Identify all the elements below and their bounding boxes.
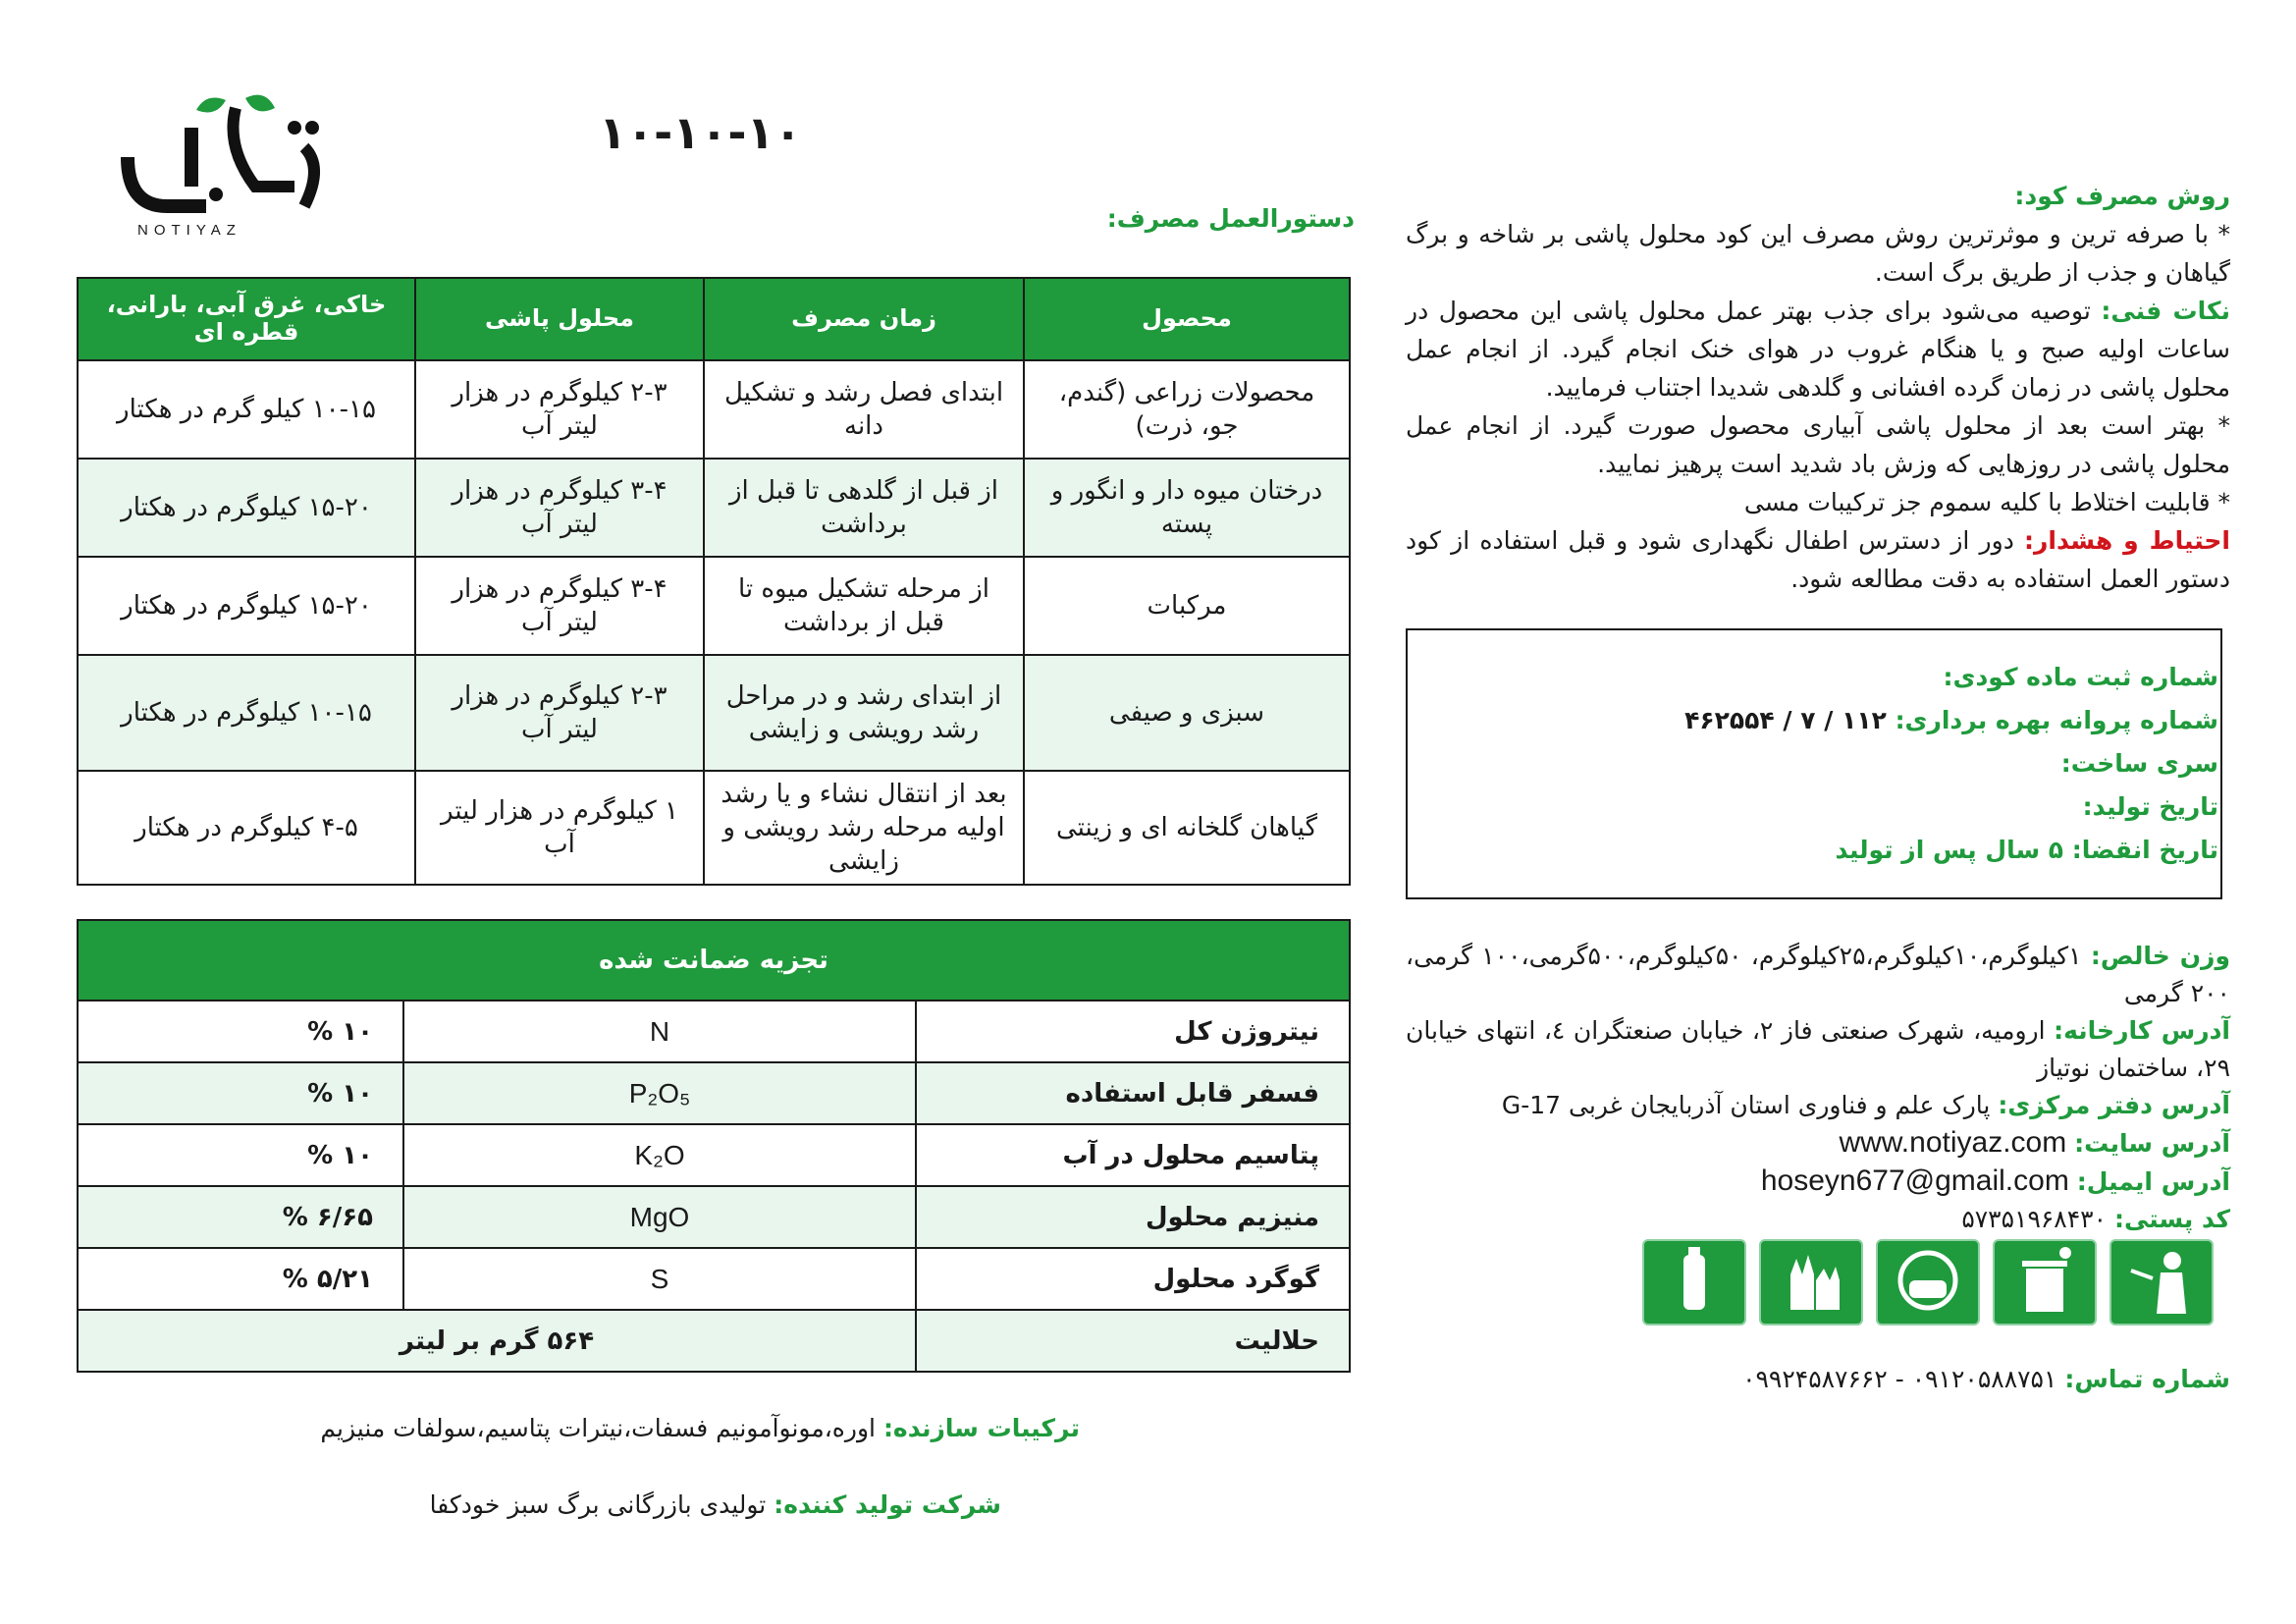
cell-foliar: ۲-۳ کیلوگرم در هزار لیتر آب: [415, 360, 704, 459]
factory-address: آدرس کارخانه: ارومیه، شهرک صنعتی فاز ۲، خیابان صنعتگران ٤، انتهای خیابان ۲۹، ساختمان نوتیاز: [1406, 1016, 2230, 1082]
method-heading: روش مصرف کود:: [2014, 182, 2230, 210]
tech-label: نکات فنی:: [2101, 297, 2230, 325]
nutrient-value: ۵/۲۱ %: [78, 1248, 403, 1310]
table-row: [78, 655, 1350, 771]
nutrient-value: ۶/۶۵ %: [78, 1186, 403, 1248]
nutrient-formula: MgO: [403, 1186, 916, 1248]
method-tech-note: [1406, 292, 2230, 406]
website-link[interactable]: www.notiyaz.com: [1839, 1126, 2067, 1159]
nutrient-formula: S: [403, 1248, 916, 1310]
cell-soil: ۱۵-۲۰ کیلوگرم در هکتار: [78, 557, 415, 655]
cell-time: ابتدای فصل رشد و تشکیل دانه: [704, 360, 1024, 459]
producer-value: تولیدی بازرگانی برگ سبز خودکفا: [429, 1490, 767, 1519]
cell-time: از قبل از گلدهی تا قبل از برداشت: [704, 459, 1024, 557]
components-value: اوره،مونوآمونیم فسفات،نیترات پتاسیم،سولفات منیزیم: [320, 1414, 876, 1442]
dosage-table: [77, 277, 1351, 886]
website: آدرس سایت: www.notiyaz.com: [1839, 1126, 2230, 1159]
analysis-heading: تجزیه ضمانت شده: [78, 920, 1350, 1001]
cell-foliar: ۲-۳ کیلوگرم در هزار لیتر آب: [415, 655, 704, 771]
bottle-icon: [1642, 1239, 1746, 1326]
col-product: محصول: [1024, 278, 1350, 360]
nutrient-formula: P₂O₅: [403, 1062, 916, 1124]
email: آدرس ایمیل: hoseyn677@gmail.com: [1760, 1164, 2230, 1197]
cell-product: محصولات زراعی (گندم، جو، ذرت): [1024, 360, 1350, 459]
postal-code: کد پستی: ۵۷۳۵۱۹۶۸۴۳۰: [1961, 1205, 2230, 1233]
dosage-table-header: [78, 278, 1350, 360]
components-label: ترکیبات سازنده:: [882, 1414, 1080, 1442]
usage-heading: دستورالعمل مصرف:: [1106, 204, 1355, 233]
nutrient-formula: K₂O: [403, 1124, 916, 1186]
method-section: [1406, 177, 2230, 598]
office-address: آدرس دفتر مرکزی: پارک علم و فناوری استان آذربایجان غربی G-17: [1501, 1091, 2230, 1119]
cell-product: مرکبات: [1024, 557, 1350, 655]
method-bullet: * بهتر است بعد از محلول پاشی آبیاری محصول صورت گیرد. از انجام عمل محلول پاشی در روزهایی که وزش باد شدید است پرهیز نمایید.: [1406, 411, 2230, 478]
info-section: [1406, 938, 2230, 1238]
nutrient-value: ۱۰ %: [78, 1124, 403, 1186]
cell-soil: ۱۰-۱۵ کیلو گرم در هکتار: [78, 360, 415, 459]
warning-text: دور از دسترس اطفال نگهداری شود و قبل استفاده از کود دستور العمل استفاده به دقت مطالعه شود.: [1406, 526, 2230, 593]
logo-mark-icon: [98, 88, 353, 226]
table-row: [78, 1310, 1350, 1372]
nutrient-formula: N: [403, 1001, 916, 1062]
table-row: [78, 557, 1350, 655]
table-row: [78, 360, 1350, 459]
table-row: [78, 1001, 1350, 1062]
nutrient-value: ۱۰ %: [78, 1001, 403, 1062]
cell-foliar: ۳-۴ کیلوگرم در هزار لیتر آب: [415, 557, 704, 655]
cell-foliar: ۳-۴ کیلوگرم در هزار لیتر آب: [415, 459, 704, 557]
contact-phones[interactable]: ۰۹۱۲۰۵۸۸۷۵۱ - ۰۹۹۲۴۵۸۷۶۶۲: [1742, 1365, 2057, 1393]
table-row: [78, 771, 1350, 885]
product-formula-title: ۱۰-۱۰-۱۰: [599, 106, 802, 159]
cell-product: درختان میوه دار و انگور و پسته: [1024, 459, 1350, 557]
contact-line: [1406, 1365, 2230, 1393]
col-soil: خاکی، غرق آبی، بارانی، قطره ای: [78, 278, 415, 360]
cell-product: سبزی و صیفی: [1024, 655, 1350, 771]
spray-mask-icon: [2109, 1239, 2214, 1326]
face-mask-icon: [1876, 1239, 1980, 1326]
reg-number: شماره ثبت ماده کودی:: [1943, 663, 2218, 691]
cell-time: از مرحله تشکیل میوه تا قبل از برداشت: [704, 557, 1024, 655]
col-foliar: محلول پاشی: [415, 278, 704, 360]
cell-soil: ۴-۵ کیلوگرم در هکتار: [78, 771, 415, 885]
table-row: [78, 1248, 1350, 1310]
logo-subtext: NOTIYAZ: [137, 222, 241, 239]
contact-label: شماره تماس:: [2064, 1365, 2230, 1393]
guaranteed-analysis-table: [77, 919, 1351, 1373]
nutrient-name: گوگرد محلول: [916, 1248, 1350, 1310]
warning-label: احتیاط و هشدار:: [2024, 526, 2230, 555]
producer-line: [294, 1490, 1001, 1519]
net-weight: وزن خالص: ۱کیلوگرم،۱۰کیلوگرم،۲۵کیلوگرم، ۵۰کیلوگرم،۵۰۰گرمی،۱۰۰ گرمی، ۲۰۰ گرمی: [1406, 942, 2230, 1007]
tech-text: توصیه می‌شود برای جذب بهتر عمل محلول پاشی این محصول در ساعات اولیه صبح و یا هنگام غروب در هوای خنک انجام گیرد. از انجام عمل محلول پاشی در زمان گرده افشانی و گلدهی شدیدا اجتناب فرمایید.: [1406, 297, 2230, 402]
production-date: تاریخ تولید:: [2082, 792, 2218, 821]
method-bullet: * قابلیت اختلاط با کلیه سموم جز ترکیبات مسی: [1743, 488, 2230, 516]
solubility-label: حلالیت: [916, 1310, 1350, 1372]
components-line: [294, 1414, 1080, 1442]
trash-bin-icon: [1993, 1239, 2097, 1326]
table-row: [78, 1186, 1350, 1248]
cell-soil: ۱۵-۲۰ کیلوگرم در هکتار: [78, 459, 415, 557]
method-bullet: * با صرفه ترین و موثرترین روش مصرف این کود محلول پاشی بر شاخه و برگ گیاهان و جذب از طریق برگ است.: [1406, 220, 2230, 287]
table-row: [78, 1124, 1350, 1186]
nutrient-value: ۱۰ %: [78, 1062, 403, 1124]
warning-note: [1406, 521, 2230, 598]
cell-product: گیاهان گلخانه ای و زینتی: [1024, 771, 1350, 885]
license-number: شماره پروانه بهره برداری: ۱۱۲ / ۷ / ۴۶۲۵۵۴: [1684, 706, 2218, 734]
cell-foliar: ۱ کیلوگرم در هزار لیتر آب: [415, 771, 704, 885]
expiry-date: تاریخ انقضا: ۵ سال پس از تولید: [1835, 836, 2218, 864]
producer-label: شرکت تولید کننده:: [774, 1490, 1001, 1519]
nutrient-name: منیزیم محلول: [916, 1186, 1350, 1248]
cell-time: بعد از انتقال نشاء و یا رشد اولیه مرحله رشد رویشی و زایشی: [704, 771, 1024, 885]
registration-lines: [1423, 656, 2218, 872]
solubility-value: ۵۶۴ گرم بر لیتر: [78, 1310, 916, 1372]
table-row: [78, 459, 1350, 557]
nutrient-name: نیتروژن کل: [916, 1001, 1350, 1062]
col-time: زمان مصرف: [704, 278, 1024, 360]
safety-icons: [1634, 1239, 2214, 1327]
nutrient-name: پتاسیم محلول در آب: [916, 1124, 1350, 1186]
cell-soil: ۱۰-۱۵ کیلوگرم در هکتار: [78, 655, 415, 771]
nutrient-name: فسفر قابل استفاده: [916, 1062, 1350, 1124]
table-row: [78, 1062, 1350, 1124]
series: سری ساخت:: [2060, 749, 2218, 778]
email-link[interactable]: hoseyn677@gmail.com: [1760, 1164, 2069, 1197]
gloves-icon: [1759, 1239, 1863, 1326]
cell-time: از ابتدای رشد و در مراحل رشد رویشی و زایشی: [704, 655, 1024, 771]
